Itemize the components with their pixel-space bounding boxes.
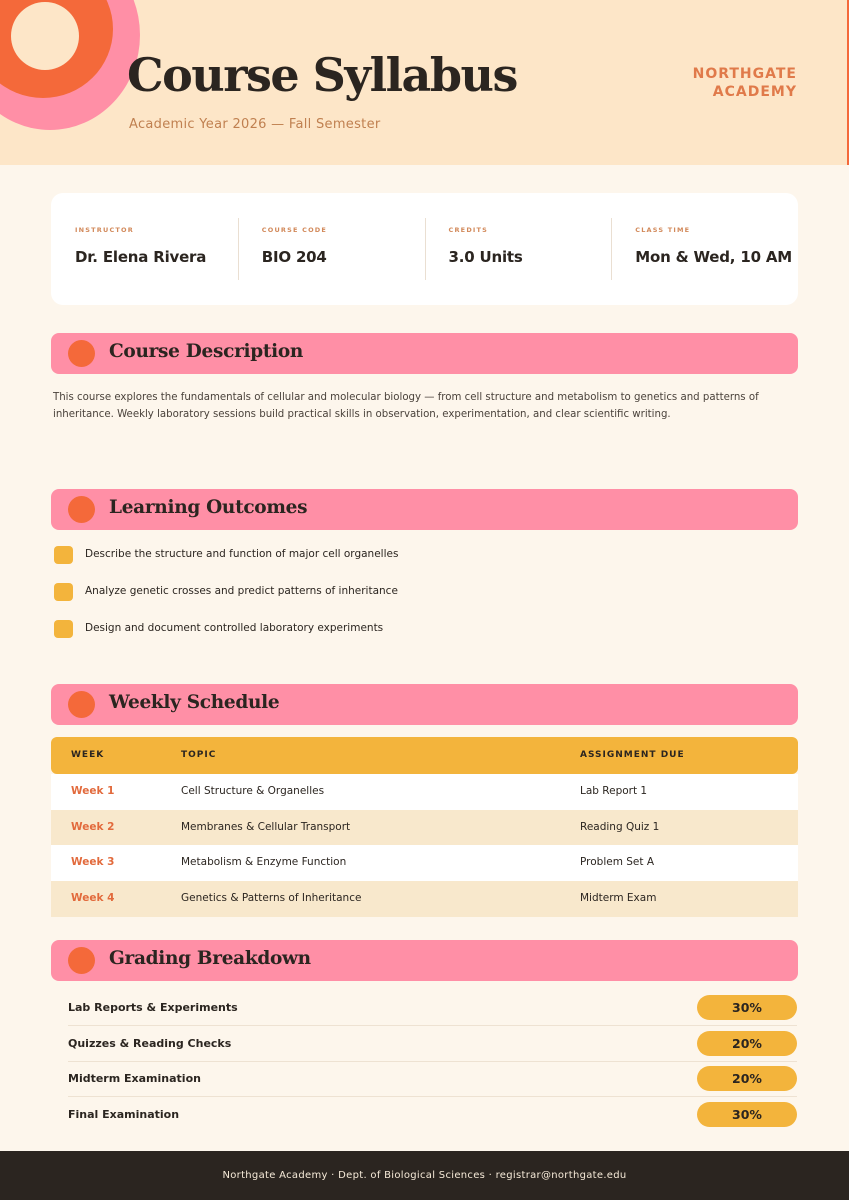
outcome-bullet-icon: [54, 620, 73, 638]
section-title: Weekly Schedule: [109, 692, 280, 713]
course-description-text: This course explores the fundamentals of cellular and molecular biology — from cell structure and metabolism to genetics and patterns of inheritance. Weekly laboratory sessions build practical skills in observation, experimentation, and clear scientific writing.: [53, 392, 759, 420]
table-row: [51, 881, 798, 917]
outcome-text: Describe the structure and function of major cell organelles: [85, 548, 399, 560]
grade-percentage-badge: 30%: [697, 1102, 797, 1127]
info-value: BIO 204: [261, 248, 327, 266]
section-header-grading: [51, 940, 798, 981]
grade-percentage-badge: 30%: [697, 995, 797, 1020]
table-row: [51, 845, 798, 881]
info-class-time: [611, 218, 798, 280]
outcome-bullet-icon: [54, 546, 73, 564]
section-bullet-icon: [68, 947, 95, 974]
course-info-card: [51, 193, 798, 305]
info-course-code: [238, 218, 425, 280]
decorative-circle-inner: [11, 2, 79, 70]
brand-line-1: NORTHGATE: [692, 66, 797, 82]
grade-label: Final Examination: [68, 1108, 180, 1121]
column-header-topic: TOPIC: [181, 750, 217, 760]
grade-label: Lab Reports & Experiments: [68, 1001, 238, 1014]
header: [0, 0, 849, 165]
cell-topic: Genetics & Patterns of Inheritance: [181, 892, 362, 904]
cell-topic: Cell Structure & Organelles: [181, 785, 325, 797]
grade-label: Midterm Examination: [68, 1072, 201, 1085]
outcome-bullet-icon: [54, 583, 73, 601]
page-subtitle: Academic Year 2026 — Fall Semester: [129, 117, 381, 132]
footer-text: Northgate Academy · Dept. of Biological Sciences · registrar@northgate.edu: [222, 1170, 627, 1181]
cell-topic: Metabolism & Enzyme Function: [181, 856, 347, 868]
info-label: COURSE CODE: [261, 226, 328, 234]
column-header-week: WEEK: [71, 750, 105, 760]
section-header-schedule: [51, 684, 798, 725]
cell-assignment: Reading Quiz 1: [580, 821, 660, 833]
grade-percentage-badge: 20%: [697, 1031, 797, 1056]
cell-topic: Membranes & Cellular Transport: [181, 821, 351, 833]
section-bullet-icon: [68, 496, 95, 523]
section-bullet-icon: [68, 691, 95, 718]
cell-assignment: Midterm Exam: [580, 892, 657, 904]
info-label: CLASS TIME: [635, 226, 691, 234]
grade-item: [68, 1097, 797, 1133]
cell-week: Week 2: [71, 821, 115, 833]
section-header-outcomes: [51, 489, 798, 530]
section-header-description: [51, 333, 798, 374]
info-credits: [425, 218, 612, 280]
cell-week: Week 3: [71, 856, 115, 868]
table-row: [51, 810, 798, 846]
outcome-text: Design and document controlled laboratory experiments: [85, 622, 384, 634]
brand-logo: [693, 65, 797, 101]
page-title: Course Syllabus: [127, 48, 517, 102]
grade-label: Quizzes & Reading Checks: [68, 1037, 232, 1050]
section-title: Learning Outcomes: [109, 497, 308, 518]
column-header-assignment: ASSIGNMENT DUE: [580, 750, 685, 760]
grade-percentage-badge: 20%: [697, 1066, 797, 1091]
info-value: Dr. Elena Rivera: [75, 248, 207, 266]
schedule-table-header: [51, 737, 798, 774]
info-label: CREDITS: [448, 226, 489, 234]
grade-item: [68, 1061, 797, 1097]
info-instructor: [51, 218, 238, 280]
footer: [0, 1151, 849, 1200]
brand-line-2: ACADEMY: [712, 84, 797, 100]
outcome-text: Analyze genetic crosses and predict patterns of inheritance: [85, 585, 398, 597]
cell-week: Week 4: [71, 892, 115, 904]
info-value: Mon & Wed, 10 AM: [635, 248, 792, 266]
info-value: 3.0 Units: [448, 248, 523, 266]
grade-item: [68, 990, 797, 1026]
section-title: Grading Breakdown: [109, 948, 311, 969]
section-bullet-icon: [68, 340, 95, 367]
cell-assignment: Lab Report 1: [580, 785, 648, 797]
cell-assignment: Problem Set A: [580, 856, 655, 868]
cell-week: Week 1: [71, 785, 115, 797]
info-label: INSTRUCTOR: [75, 226, 134, 234]
section-title: Course Description: [109, 341, 304, 362]
grade-item: [68, 1026, 797, 1062]
table-row: [51, 774, 798, 810]
